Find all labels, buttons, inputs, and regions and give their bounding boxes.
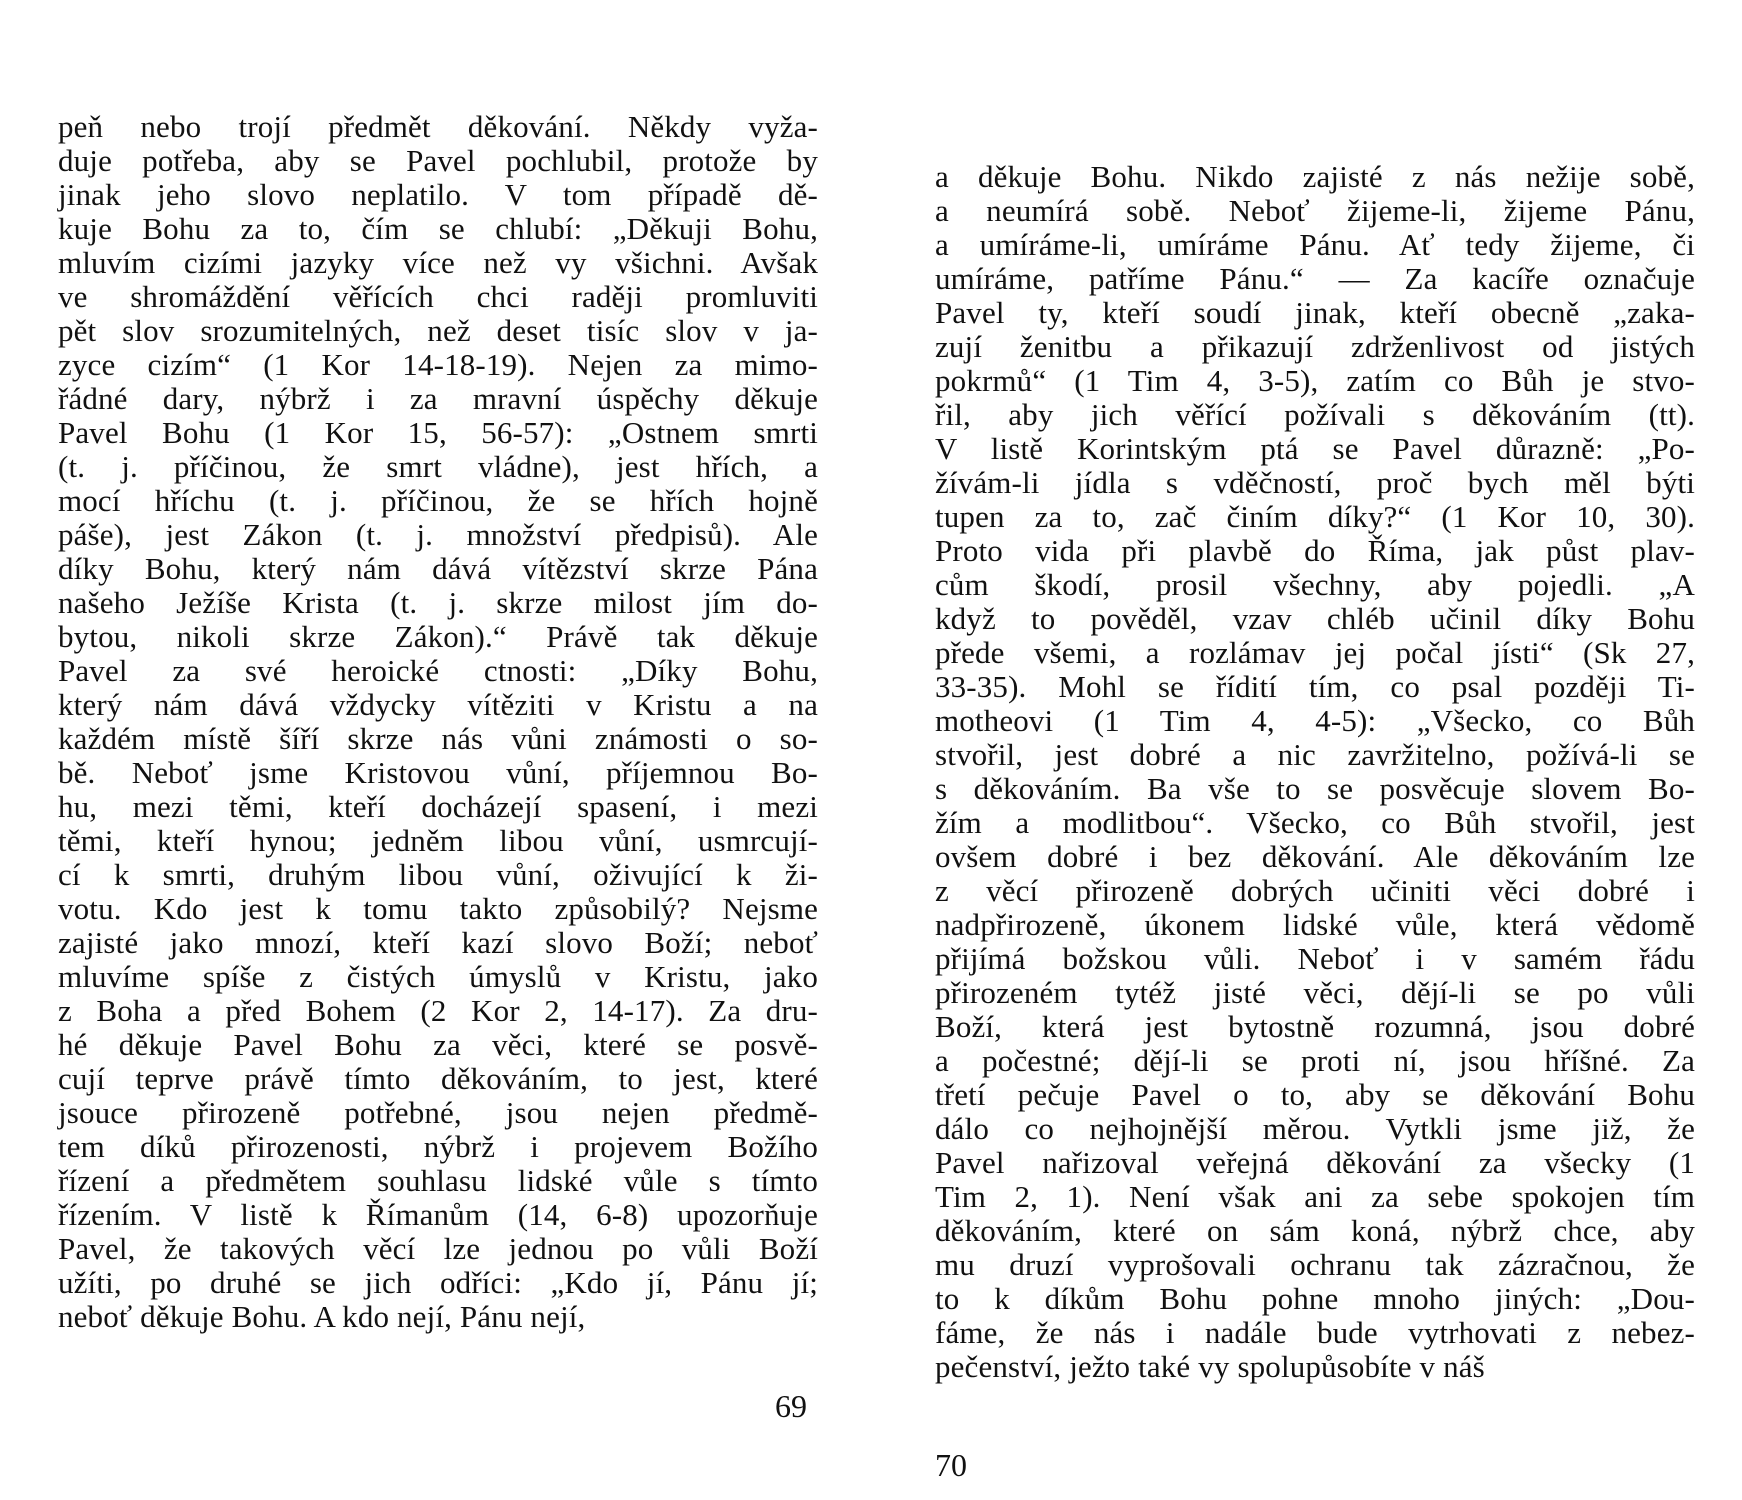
text-line: dálo co nejhojnější měrou. Vytkli jsme již, že	[935, 1111, 1695, 1146]
text-line: z Boha a před Bohem (2 Kor 2, 14-17). Za dru-	[58, 993, 818, 1028]
text-line: kuje Bohu za to, čím se chlubí: „Děkuji Bohu,	[58, 211, 818, 246]
text-line: Tim 2, 1). Není však ani za sebe spokojen tím	[935, 1179, 1695, 1214]
text-line: přede všemi, a rozlámav jej počal jísti“ (Sk 27,	[935, 635, 1695, 670]
text-line: ovšem dobré i bez děkování. Ale děkováním lze	[935, 839, 1695, 874]
right-page	[935, 160, 1695, 1384]
text-line: když to pověděl, vzav chléb učinil díky Bohu	[935, 601, 1695, 636]
text-line: duje potřeba, aby se Pavel pochlubil, protože by	[58, 143, 818, 178]
text-line: Proto vida při plavbě do Říma, jak půst plav-	[935, 533, 1695, 568]
text-line: přijímá božskou vůli. Neboť i v samém řádu	[935, 941, 1695, 976]
text-line: jsouce přirozeně potřebné, jsou nejen předmě-	[58, 1095, 818, 1130]
text-line: jinak jeho slovo neplatilo. V tom případě dě-	[58, 177, 818, 212]
text-line: řízení a předmětem souhlasu lidské vůle s tímto	[58, 1163, 818, 1198]
text-line: zyce cizím“ (1 Kor 14-18-19). Nejen za mimo-	[58, 347, 818, 382]
text-line: a počestné; dějí-li se proti ní, jsou hříšné. Za	[935, 1043, 1695, 1078]
text-line: zují ženitbu a přikazují zdrženlivost od jistých	[935, 329, 1695, 364]
text-line: 33-35). Mohl se řídití tím, co psal později Ti-	[935, 669, 1695, 704]
page-number-left: 69	[775, 1388, 807, 1424]
text-line: přirozeném tytéž jisté věci, dějí-li se po vůli	[935, 975, 1695, 1010]
text-line: Pavel ty, kteří soudí jinak, kteří obecně „zaka-	[935, 295, 1695, 330]
text-line: a umíráme-li, umíráme Pánu. Ať tedy žijeme, či	[935, 227, 1695, 262]
text-line: řil, aby jich věřící požívali s děkováním (tt).	[935, 397, 1695, 432]
text-line: umíráme, patříme Pánu.“ — Za kacíře označuje	[935, 261, 1695, 296]
text-line: hé děkuje Pavel Bohu za věci, které se posvě-	[58, 1027, 818, 1062]
text-line: pečenství, ježto také vy spolupůsobíte v náš	[935, 1349, 1485, 1384]
text-line: tupen za to, zač činím díky?“ (1 Kor 10, 30).	[935, 499, 1695, 534]
text-line: peň nebo trojí předmět děkování. Někdy vyža-	[58, 109, 818, 144]
text-line: neboť děkuje Bohu. A kdo nejí, Pánu nejí,	[58, 1299, 586, 1334]
text-line: nadpřirozeně, úkonem lidské vůle, která vědomě	[935, 907, 1695, 942]
text-line: stvořil, jest dobré a nic zavržitelno, požívá-li se	[935, 737, 1695, 772]
text-line: motheovi (1 Tim 4, 4-5): „Všecko, co Bůh	[935, 703, 1695, 738]
text-line: bytou, nikoli skrze Zákon).“ Právě tak děkuje	[58, 619, 818, 654]
text-line: zajisté jako mnozí, kteří kazí slovo Boží; neboť	[58, 925, 818, 960]
text-line: tem díků přirozenosti, nýbrž i projevem Božího	[58, 1129, 818, 1164]
text-line: V listě Korintským ptá se Pavel důrazně: „Po-	[935, 431, 1695, 466]
text-line: Pavel nařizoval veřejná děkování za všecky (1	[935, 1145, 1695, 1180]
text-line: fáme, že nás i nadále bude vytrhovati z nebez-	[935, 1315, 1695, 1350]
text-line: žím a modlitbou“. Všecko, co Bůh stvořil, jest	[935, 805, 1695, 840]
text-line: těmi, kteří hynou; jedněm libou vůní, usmrcují-	[58, 823, 818, 858]
text-line: pět slov srozumitelných, než deset tisíc slov v ja-	[58, 313, 818, 348]
text-line: mluvím cizími jazyky více než vy všichni. Avšak	[58, 245, 818, 280]
text-line: mocí hříchu (t. j. příčinou, že se hřích hojně	[58, 483, 818, 518]
text-line: ve shromáždění věřících chci raději promluviti	[58, 279, 818, 314]
text-line: každém místě šíří skrze nás vůni známosti o so-	[58, 721, 818, 756]
left-page	[58, 110, 818, 1334]
text-line: užíti, po druhé se jich odříci: „Kdo jí, Pánu jí;	[58, 1265, 818, 1300]
text-line: z věcí přirozeně dobrých učiniti věci dobré i	[935, 873, 1695, 908]
left-page-text	[58, 110, 818, 1334]
text-line: díky Bohu, který nám dává vítězství skrze Pána	[58, 551, 818, 586]
text-line: třetí pečuje Pavel o to, aby se děkování Bohu	[935, 1077, 1695, 1112]
text-line: Pavel za své heroické ctnosti: „Díky Bohu,	[58, 653, 818, 688]
text-line: (t. j. příčinou, že smrt vládne), jest hřích, a	[58, 449, 818, 484]
text-line: děkováním, které on sám koná, nýbrž chce, aby	[935, 1213, 1695, 1248]
text-line: mluvíme spíše z čistých úmyslů v Kristu, jako	[58, 959, 818, 994]
text-line: bě. Neboť jsme Kristovou vůní, příjemnou Bo-	[58, 755, 818, 790]
text-line: Pavel, že takových věcí lze jednou po vůli Boží	[58, 1231, 818, 1266]
page-number-right: 70	[935, 1447, 967, 1483]
right-page-text	[935, 160, 1695, 1384]
text-line: páše), jest Zákon (t. j. množství předpisů). Ale	[58, 517, 818, 552]
text-line: a neumírá sobě. Neboť žijeme-li, žijeme Pánu,	[935, 193, 1695, 228]
text-line: mu druzí vyprošovali ochranu tak zázračnou, že	[935, 1247, 1695, 1282]
text-line: cí k smrti, druhým libou vůní, oživující k ži-	[58, 857, 818, 892]
text-line: pokrmů“ (1 Tim 4, 3-5), zatím co Bůh je stvo-	[935, 363, 1695, 398]
text-line: žívám-li jídla s vděčností, proč bych měl býti	[935, 465, 1695, 500]
text-line: Boží, která jest bytostně rozumná, jsou dobré	[935, 1009, 1695, 1044]
text-line: řádné dary, nýbrž i za mravní úspěchy děkuje	[58, 381, 818, 416]
text-line: našeho Ježíše Krista (t. j. skrze milost jím do-	[58, 585, 818, 620]
text-line: cům škodí, prosil všechny, aby pojedli. „A	[935, 567, 1695, 602]
text-line: to k díkům Bohu pohne mnoho jiných: „Dou-	[935, 1281, 1695, 1316]
text-line: s děkováním. Ba vše to se posvěcuje slovem Bo-	[935, 771, 1695, 806]
text-line: votu. Kdo jest k tomu takto způsobilý? Nejsme	[58, 891, 818, 926]
text-line: hu, mezi těmi, kteří docházejí spasení, i mezi	[58, 789, 818, 824]
text-line: a děkuje Bohu. Nikdo zajisté z nás nežije sobě,	[935, 159, 1695, 194]
text-line: cují teprve právě tímto děkováním, to jest, které	[58, 1061, 818, 1096]
text-line: který nám dává vždycky vítěziti v Kristu a na	[58, 687, 818, 722]
text-line: řízením. V listě k Římanům (14, 6-8) upozorňuje	[58, 1197, 818, 1232]
text-line: Pavel Bohu (1 Kor 15, 56-57): „Ostnem smrti	[58, 415, 818, 450]
